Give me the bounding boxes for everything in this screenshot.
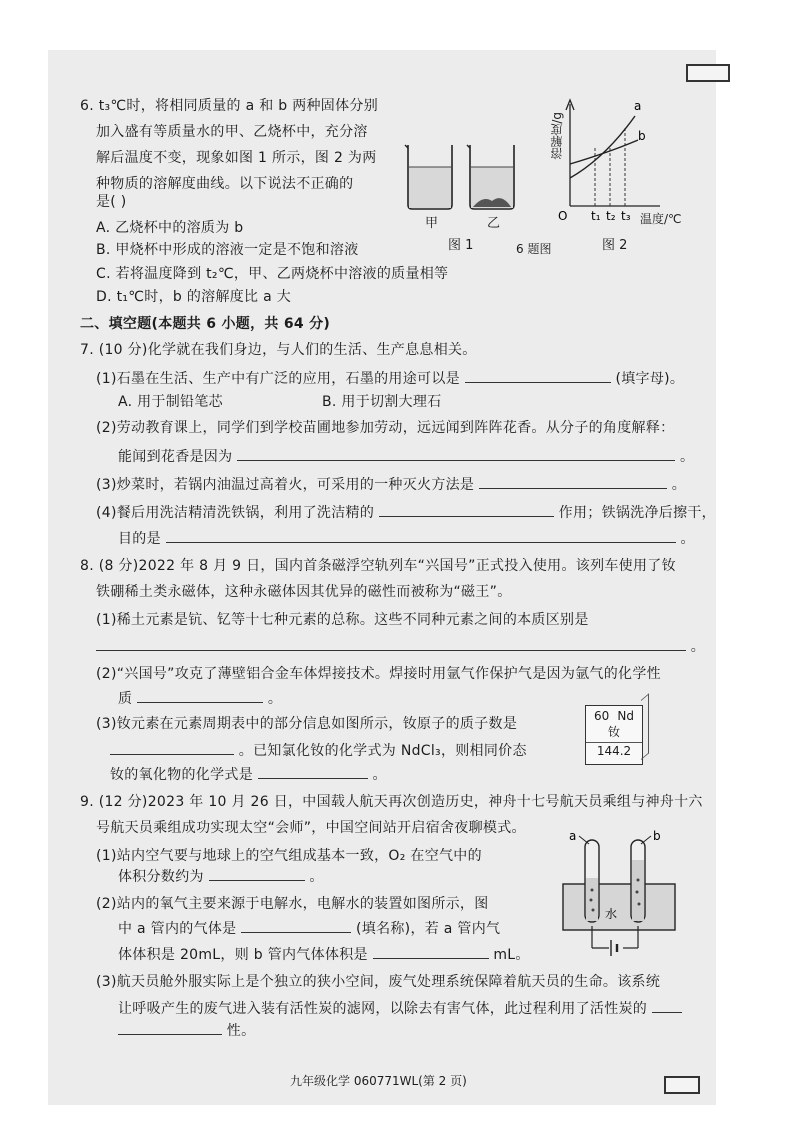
answer-blank[interactable] — [166, 528, 676, 543]
answer-blank[interactable] — [379, 502, 554, 517]
q9-part3-tail: 性。 — [226, 1023, 256, 1039]
q7-part4-purpose: 目的是 — [118, 531, 161, 547]
q9-part1-line2 — [118, 866, 324, 887]
answer-blank[interactable] — [479, 474, 667, 489]
q6-option-c: C. 若将温度降到 t₂℃，甲、乙两烧杯中溶液的质量相等 — [96, 266, 449, 282]
beaker-yi-label: 乙 — [487, 216, 501, 231]
q6-option-a: A. 乙烧杯中的溶质为 b — [96, 220, 244, 236]
q6-stem-line4: 种物质的溶解度曲线。以下说法不正确的 — [96, 176, 354, 192]
water-trough — [563, 884, 675, 930]
corner-box-bottom — [664, 1076, 700, 1094]
q9-stem-line2: 号航天员乘组成功实现太空“会师”，中国空间站开启宿舍夜聊模式。 — [96, 820, 526, 836]
beaker-jia-label: 甲 — [425, 216, 439, 231]
q8-stem-line1: 8. (8 分)2022 年 8 月 9 日，国内首条磁浮空轨列车“兴国号”正式投入使用。该列车使用了钕 — [80, 558, 676, 574]
answer-blank[interactable] — [118, 1020, 222, 1035]
element-name: 钕 — [607, 725, 620, 739]
tube-b-water — [632, 860, 644, 921]
q6-option-d: D. t₁℃时，b 的溶解度比 a 大 — [96, 289, 292, 305]
q9-part2-tail: (填名称)，若 a 管内气 — [356, 921, 501, 937]
q7-part1 — [96, 368, 684, 389]
tube-a-label: a — [569, 829, 577, 843]
q6-stem-line3: 解后温度不变，现象如图 1 所示，图 2 为两 — [96, 150, 377, 166]
t1-label: t₁ — [591, 209, 601, 223]
q6-stem-line1: 6. t₃℃时，将相同质量的 a 和 b 两种固体分别 — [80, 98, 378, 114]
q7-part4-text: (4)餐后用洗洁精清洗铁锅，利用了洗洁精的 — [96, 505, 375, 521]
corner-box-top — [686, 64, 730, 82]
q7-part3 — [96, 474, 686, 495]
atomic-mass: 144.2 — [586, 742, 642, 759]
period: 。 — [671, 477, 687, 493]
answer-blank[interactable] — [96, 636, 686, 651]
tube-b-label: b — [653, 829, 661, 843]
period: 。 — [267, 691, 283, 707]
q8-part3-line3 — [110, 764, 387, 785]
q9-stem-line1: 9. (12 分)2023 年 10 月 26 日，中国载人航天再次创造历史，神舟十七号航天员乘组与神舟十六 — [80, 794, 703, 810]
answer-blank[interactable] — [237, 446, 675, 461]
q9-part2-volume: 体体积是 20mL，则 b 管内气体体积是 — [118, 947, 368, 963]
period: 。 — [372, 767, 387, 783]
q8-part2-line2 — [118, 688, 282, 709]
q8-part3-tail: 。已知氯化钕的化学式为 NdCl₃，则相同价态 — [238, 743, 527, 759]
q7-part4-tail: 作用；铁锅洗净后擦干， — [558, 505, 716, 521]
curve-a-label: a — [634, 99, 642, 113]
q8-part3-line2 — [110, 740, 527, 761]
q8-part2-line1: (2)“兴国号”攻克了薄壁铝合金车体焊接技术。焊接时用氩气作保护气是因为氩气的化学性 — [96, 666, 661, 682]
x-axis-label: 温度/℃ — [640, 212, 682, 226]
section-2-heading: 二、填空题(本题共 6 小题，共 64 分) — [80, 316, 331, 332]
figure-caption: 6 题图 — [516, 242, 552, 256]
page-footer: 九年级化学 060771WL(第 2 页) — [290, 1074, 467, 1088]
period: 。 — [690, 639, 706, 655]
q9-part1-text: 体积分数约为 — [118, 869, 204, 885]
figure-2-label: 图 2 — [602, 238, 628, 253]
q9-part2-line3 — [118, 944, 530, 965]
q8-part3-line1: (3)钕元素在元素周期表中的部分信息如图所示，钕原子的质子数是 — [96, 716, 518, 732]
period: 。 — [680, 531, 695, 547]
q8-part2-text: 质 — [118, 691, 133, 707]
t2-label: t₂ — [606, 209, 616, 223]
period: 。 — [679, 449, 695, 465]
origin-label: O — [558, 209, 568, 223]
q7-part4-line2 — [118, 528, 695, 549]
q7-option-b: B. 用于切割大理石 — [322, 394, 442, 410]
q7-part4-line1 — [96, 502, 716, 523]
element-symbol: Nd — [617, 709, 634, 723]
answer-blank[interactable] — [465, 368, 611, 383]
atomic-number: 60 — [594, 709, 610, 723]
q9-part3-line1: (3)航天员舱外服实际上是个独立的狭小空间，废气处理系统保障着航天员的生命。该系统 — [96, 974, 661, 990]
q6-option-b: B. 甲烧杯中形成的溶液一定是不饱和溶液 — [96, 242, 359, 258]
answer-blank[interactable] — [373, 944, 489, 959]
q7-part1-text: (1)石墨在生活、生产中有广泛的应用，石墨的用途可以是 — [96, 371, 460, 387]
q9-part2-line1: (2)站内的氧气主要来源于电解水，电解水的装置如图所示，图 — [96, 896, 489, 912]
q9-part2-line2 — [118, 918, 500, 939]
t3-label: t₃ — [621, 209, 631, 223]
q7-part2-line1: (2)劳动教育课上，同学们到学校苗圃地参加劳动，远远闻到阵阵花香。从分子的角度解释： — [96, 420, 675, 436]
q8-part3-oxide: 钕的氧化物的化学式是 — [110, 767, 253, 783]
q8-stem-line2: 铁硼稀土类永磁体，这种永磁体因其优异的磁性而被称为“磁王”。 — [96, 584, 512, 600]
q7-part2-text: 能闻到花香是因为 — [118, 449, 233, 465]
answer-blank[interactable] — [258, 764, 368, 779]
periodic-table-card-nd — [585, 705, 643, 765]
q9-part3-line2 — [118, 998, 682, 1019]
beaker-yi — [467, 145, 514, 209]
q9-part3-text: 让呼吸产生的废气进入装有活性炭的滤网，以除去有害气体，此过程利用了活性炭的 — [118, 1001, 648, 1017]
q7-part1-tail: (填字母)。 — [615, 371, 685, 387]
beaker-jia — [405, 145, 452, 209]
answer-blank[interactable] — [209, 866, 305, 881]
figure-1-label: 图 1 — [448, 238, 474, 253]
answer-blank[interactable] — [137, 688, 263, 703]
answer-blank[interactable] — [110, 740, 234, 755]
q7-part3-text: (3)炒菜时，若锅内油温过高着火，可采用的一种灭火方法是 — [96, 477, 475, 493]
q6-stem-line5: 是( ) — [96, 194, 127, 210]
electrolysis-apparatus — [545, 826, 695, 958]
q8-part1: (1)稀土元素是钪、钇等十七种元素的总称。这些不同种元素之间的本质区别是 — [96, 612, 589, 628]
q9-part2-unit: mL。 — [493, 947, 530, 963]
q7-option-a: A. 用于制铅笔芯 — [118, 394, 223, 410]
y-axis-label: 溶解度/g — [550, 112, 564, 160]
period: 。 — [309, 869, 324, 885]
q8-part1-answer — [96, 636, 705, 657]
q6-stem-line2: 加入盛有等质量水的甲、乙烧杯中，充分溶 — [96, 124, 368, 140]
curve-b-label: b — [638, 129, 646, 143]
q7-stem: 7. (10 分)化学就在我们身边，与人们的生活、生产息息相关。 — [80, 342, 477, 358]
q9-part1-line1: (1)站内空气要与地球上的空气组成基本一致，O₂ 在空气中的 — [96, 848, 482, 864]
q7-part2-line2 — [118, 446, 694, 467]
q9-part3-line3 — [118, 1020, 255, 1041]
answer-blank[interactable] — [652, 998, 682, 1013]
water-label: 水 — [605, 907, 618, 921]
q9-part2-text: 中 a 管内的气体是 — [118, 921, 237, 937]
answer-blank[interactable] — [241, 918, 351, 933]
